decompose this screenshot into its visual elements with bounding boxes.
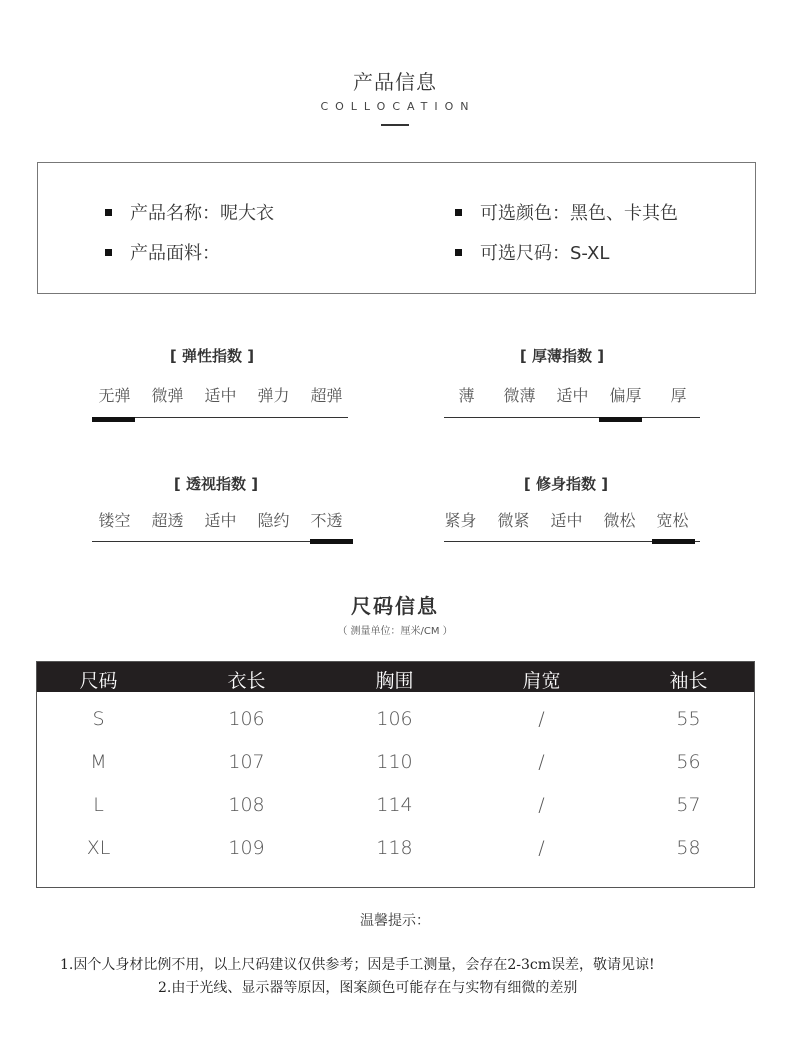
transparency-option: 适中 (204, 511, 237, 530)
thickness-index-title: [ 厚薄指数 ] (519, 347, 605, 365)
cell-size: XL (86, 837, 111, 859)
cell-chest: 110 (376, 751, 413, 773)
elasticity-option: 超弹 (310, 386, 343, 405)
header-sleeve: 袖长 (669, 670, 708, 692)
cell-sleeve: 55 (676, 708, 701, 730)
bullet-icon (455, 209, 462, 216)
product-info-subtitle: COLLOCATION (320, 100, 476, 113)
cell-sleeve: 58 (676, 837, 701, 859)
fit-option: 紧身 (444, 511, 477, 530)
fit-option: 宽松 (656, 511, 689, 530)
cell-chest: 114 (376, 794, 413, 816)
fit-index-title: [ 修身指数 ] (523, 475, 609, 493)
header-chest: 胸围 (375, 670, 414, 692)
cell-length: 109 (228, 837, 265, 859)
cell-shoulder: / (538, 708, 545, 730)
note-line-2: 2.由于光线、显示器等原因，图案颜色可能存在与实物有细微的差别 (158, 980, 578, 996)
product-colors: 可选颜色：黑色、卡其色 (480, 203, 678, 224)
bullet-icon (455, 249, 462, 256)
product-name-item (105, 199, 274, 225)
cell-size: L (93, 794, 104, 816)
product-fabric-item (105, 239, 220, 265)
fit-selected-marker (652, 539, 695, 544)
cell-sleeve: 57 (676, 794, 701, 816)
product-name: 产品名称：呢大衣 (130, 203, 274, 224)
cell-chest: 106 (376, 708, 413, 730)
notes-title: 温馨提示： (360, 913, 430, 929)
size-unit-note: （ 测量单位：厘米/CM ） (337, 626, 453, 637)
elasticity-option: 适中 (204, 386, 237, 405)
elasticity-option: 无弹 (98, 386, 131, 405)
product-sizes-item (455, 239, 609, 265)
fit-option: 微紧 (497, 511, 530, 530)
product-sizes: 可选尺码：S-XL (480, 243, 610, 264)
product-info-title: 产品信息 (353, 70, 437, 94)
thickness-option: 偏厚 (609, 386, 642, 405)
cell-shoulder: / (538, 751, 545, 773)
thickness-option: 薄 (458, 386, 475, 405)
transparency-option: 超透 (151, 511, 184, 530)
bullet-icon (105, 249, 112, 256)
elasticity-scale (88, 383, 353, 406)
cell-length: 108 (228, 794, 265, 816)
size-table-header (37, 662, 754, 692)
fit-scale (434, 508, 699, 531)
transparency-option: 不透 (310, 511, 343, 530)
thickness-scale (440, 383, 705, 406)
header-length: 衣长 (227, 670, 266, 692)
cell-sleeve: 56 (676, 751, 701, 773)
cell-chest: 118 (376, 837, 413, 859)
elasticity-index-title: [ 弹性指数 ] (169, 347, 255, 365)
product-colors-item (455, 199, 678, 225)
fit-option: 微松 (603, 511, 636, 530)
note-line-1: 1.因个人身材比例不用，以上尺码建议仅供参考；因是手工测量，会存在2-3cm误差，敬请见谅! (60, 957, 655, 973)
thickness-option: 适中 (556, 386, 589, 405)
bullet-icon (105, 209, 112, 216)
thickness-scale-line (444, 417, 700, 418)
transparency-selected-marker (310, 539, 353, 544)
elasticity-option: 弹力 (257, 386, 290, 405)
header-size: 尺码 (79, 670, 118, 692)
product-fabric: 产品面料： (130, 243, 220, 264)
fit-option: 适中 (550, 511, 583, 530)
thickness-selected-marker (599, 417, 642, 422)
elasticity-option: 微弹 (151, 386, 184, 405)
transparency-scale (88, 508, 353, 531)
cell-size: M (90, 751, 107, 773)
cell-size: S (92, 708, 105, 730)
size-table (36, 661, 755, 888)
transparency-option: 隐约 (257, 511, 290, 530)
thickness-option: 厚 (670, 386, 687, 405)
cell-shoulder: / (538, 837, 545, 859)
thickness-option: 微薄 (503, 386, 536, 405)
cell-shoulder: / (538, 794, 545, 816)
transparency-option: 镂空 (98, 511, 131, 530)
cell-length: 107 (228, 751, 265, 773)
product-info-box (37, 162, 756, 294)
elasticity-selected-marker (92, 417, 135, 422)
transparency-index-title: [ 透视指数 ] (173, 475, 259, 493)
header-shoulder: 肩宽 (522, 670, 561, 692)
size-info-title: 尺码信息 (351, 594, 439, 618)
cell-length: 106 (228, 708, 265, 730)
title-divider (381, 124, 409, 126)
